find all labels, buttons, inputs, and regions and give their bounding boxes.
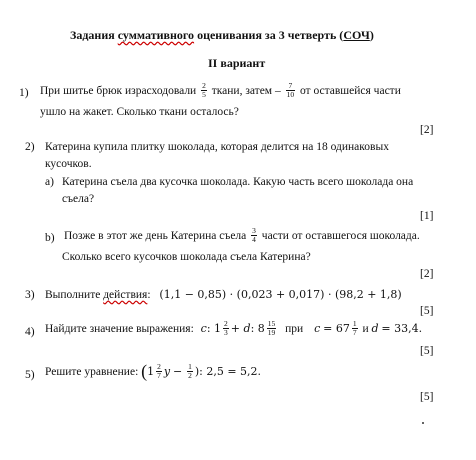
task-1-text: ткани, затем –: [211, 85, 281, 98]
task-2b-score: [2]: [420, 268, 434, 280]
task-1-number: 1): [19, 87, 29, 99]
title-abbr: СОЧ: [343, 28, 370, 42]
var-y: y: [163, 365, 171, 379]
task-1-line-2: ушло на жакет. Сколько ткани осталось?: [40, 106, 239, 118]
task-4-op-d: + d: [230, 322, 251, 336]
task-2-line-2: кусочков.: [45, 158, 92, 170]
task-1-text: от оставшейся части: [299, 85, 401, 98]
task-2b-text: части от оставшегося шоколада.: [261, 230, 420, 243]
task-3-score: [5]: [420, 305, 434, 317]
task-1-score: [2]: [420, 124, 434, 136]
var-d: d: [371, 322, 379, 336]
task-2a-score: [1]: [420, 210, 434, 222]
task-5-minus: −: [172, 365, 183, 379]
task-5-paren: (: [141, 361, 148, 381]
task-4-value: = 67: [323, 322, 350, 336]
task-1-text: При шитье брюк израсходовали: [40, 85, 197, 98]
task-4-text: Найдите значение выражения:: [45, 323, 194, 336]
task-1-line-1: [40, 83, 401, 100]
title-part-spellcheck: суммативного: [117, 28, 195, 42]
fraction-2-5: $\frac{2}{5}$: [202, 81, 206, 99]
title-part: ): [369, 28, 374, 42]
task-4-score: [5]: [420, 345, 434, 357]
fraction-2-3: $\frac{2}{3}$: [224, 319, 228, 337]
task-5-number: 5): [25, 369, 35, 381]
task-5-whole: 1: [147, 365, 155, 379]
task-5-tail: ): 2,5 = 5,2.: [194, 365, 262, 379]
task-2a-line-2: съела?: [62, 193, 95, 205]
title-part: оценивания за 3 четверть (: [194, 28, 344, 42]
var-c: c: [200, 322, 207, 336]
variant-heading: II вариант: [208, 56, 266, 70]
task-3-colon: :: [147, 289, 151, 301]
task-4-number: 4): [25, 326, 35, 338]
task-3-number: 3): [25, 289, 35, 301]
task-5-score: [5]: [420, 391, 434, 403]
task-4-and: и: [362, 323, 369, 336]
title-part: Задания: [70, 28, 118, 42]
task-2-line-1: Катерина купила плитку шоколада, которая делится на 18 одинаковых: [45, 141, 389, 153]
fraction-1-2: $\frac{1}{2}$: [188, 362, 192, 380]
task-3-text-spellcheck: действия: [103, 289, 148, 301]
task-3-text: Выполните: [45, 289, 104, 301]
task-4-op: : 8: [250, 322, 265, 336]
task-4-when: при: [285, 323, 304, 336]
fraction-7-10: $\frac{7}{10}$: [286, 81, 295, 99]
task-2a-label: a): [45, 176, 54, 188]
task-2b-line-2: Сколько всего кусочков шоколада съела Катерина?: [62, 251, 311, 263]
task-2-number: 2): [25, 141, 35, 153]
task-3-line: [45, 288, 402, 301]
task-5-line: [45, 362, 261, 383]
fraction-1-7: $\frac{1}{7}$: [352, 319, 357, 337]
task-2b-label: b): [45, 232, 55, 244]
task-4-op: : 1: [206, 322, 222, 336]
page-title: [70, 28, 374, 43]
task-2b-text: Позже в этот же день Катерина съела: [64, 230, 247, 243]
task-4-line: [45, 321, 422, 338]
fraction-3-4: $\frac{3}{4}$: [252, 226, 256, 244]
fraction-2-7: $\frac{2}{7}$: [157, 362, 161, 380]
var-c: c: [314, 322, 321, 336]
task-3-expression: (1,1 − 0,85) · (0,023 + 0,017) · (98,2 + 1,8): [159, 288, 402, 301]
task-5-text: Решите уравнение:: [45, 366, 139, 379]
stray-dot: [422, 422, 424, 424]
task-2b-line-1: [64, 228, 420, 245]
task-4-value: = 33,4.: [381, 322, 423, 336]
fraction-15-19: $\frac{15}{19}$: [267, 319, 276, 337]
task-2a-line-1: Катерина съела два кусочка шоколада. Какую часть всего шоколада она: [62, 176, 414, 188]
